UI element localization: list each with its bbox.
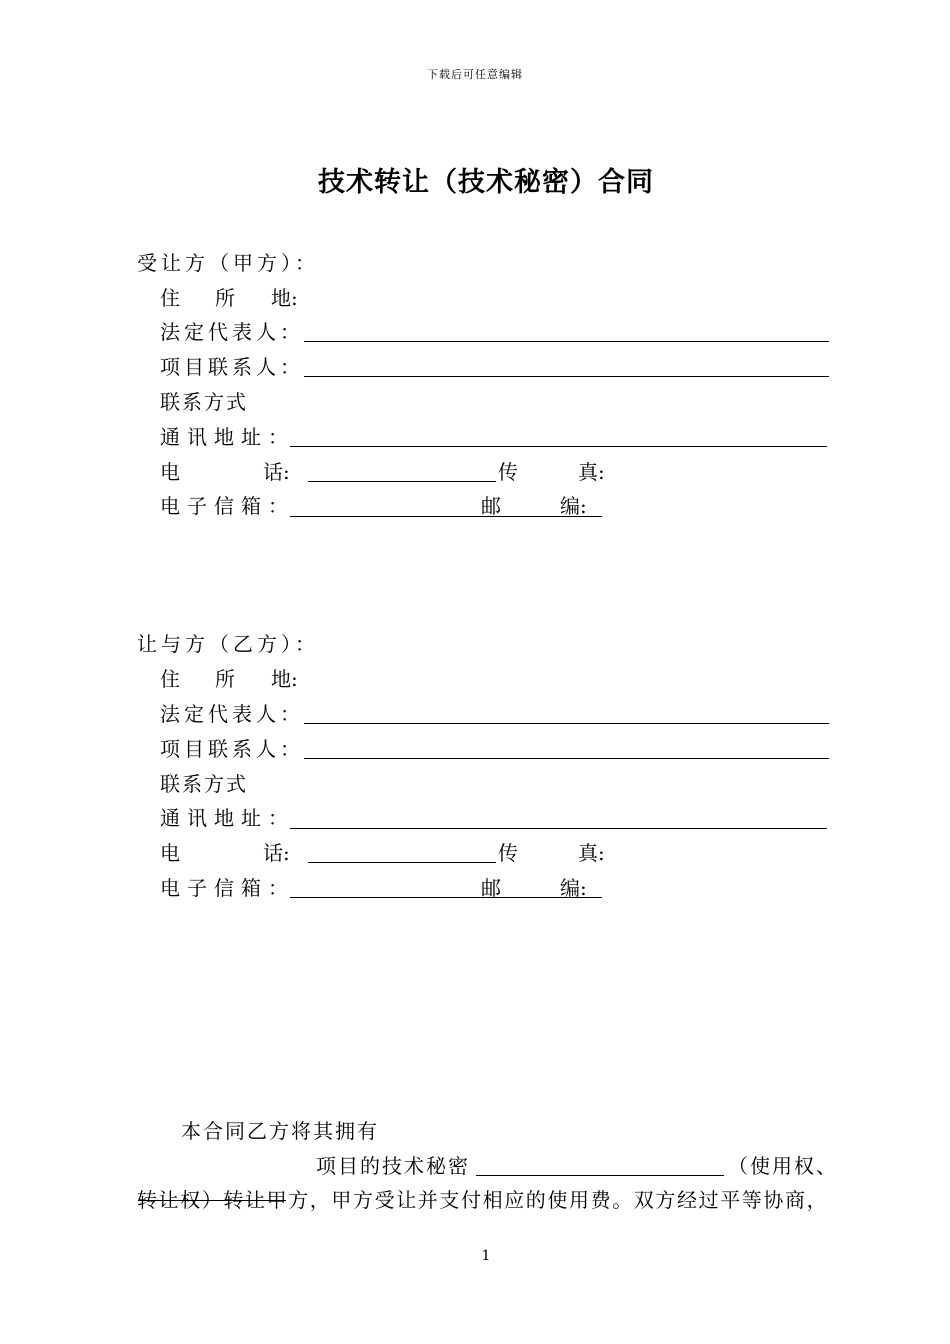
party-a-legal-rep-label: 法定代表人： <box>160 320 304 344</box>
party-a-phone-label-2: 话: <box>263 460 290 484</box>
party-b-heading: 让与方（乙方）： <box>137 632 319 656</box>
party-a-contact-person-label: 项目联系人： <box>160 355 304 379</box>
party-b-email-label: 电子信箱： <box>160 876 295 900</box>
party-b-postcode-label-2: 编: <box>560 876 587 900</box>
strikethrough-mark <box>138 1200 286 1201</box>
party-a-address-label-3: 地: <box>271 286 298 310</box>
party-b-address-label-1: 住 <box>160 667 180 691</box>
party-b-email-field[interactable] <box>290 897 602 898</box>
party-b-legal-rep-label: 法定代表人： <box>160 702 304 726</box>
party-b-postcode-label-1: 邮 <box>481 876 501 900</box>
party-a-mailing-address-label: 通讯地址： <box>160 425 295 449</box>
page-header: 下载后可任意编辑 <box>427 68 523 81</box>
party-b-phone-field[interactable] <box>308 862 496 863</box>
party-a-contact-person-field[interactable] <box>304 376 829 377</box>
party-b-address-label-3: 地: <box>271 667 298 691</box>
body-line-2a: 项目的技术秘密 <box>316 1154 470 1178</box>
party-b-contact-method-label: 联系方式 <box>160 772 248 796</box>
body-line-3: 转让权）转让甲方，甲方受让并支付相应的使用费。双方经过平等协商， <box>137 1188 829 1212</box>
party-a-address-label-2: 所 <box>215 286 235 310</box>
party-a-contact-method-label: 联系方式 <box>160 390 248 414</box>
party-a-email-label: 电子信箱： <box>160 494 295 518</box>
party-a-fax-label-2: 真: <box>578 460 605 484</box>
party-a-postcode-label-1: 邮 <box>481 494 501 518</box>
party-a-address-label-1: 住 <box>160 286 180 310</box>
party-a-mailing-address-field[interactable] <box>290 446 827 447</box>
page-number: 1 <box>481 1248 491 1264</box>
party-a-legal-rep-field[interactable] <box>304 341 829 342</box>
document-title: 技术转让（技术秘密）合同 <box>318 167 654 198</box>
party-b-fax-label-1: 传 <box>498 841 518 865</box>
party-a-phone-field[interactable] <box>308 481 496 482</box>
body-line-1: 本合同乙方将其拥有 <box>181 1119 379 1143</box>
party-a-email-field[interactable] <box>290 516 602 517</box>
party-b-legal-rep-field[interactable] <box>304 723 829 724</box>
party-a-heading: 受让方（甲方）： <box>137 251 319 275</box>
party-b-mailing-address-label: 通讯地址： <box>160 806 295 830</box>
party-b-phone-label-1: 电 <box>160 841 180 865</box>
party-b-mailing-address-field[interactable] <box>290 828 827 829</box>
party-b-phone-label-2: 话: <box>263 841 290 865</box>
party-b-contact-person-field[interactable] <box>304 758 829 759</box>
party-a-postcode-label-2: 编: <box>560 494 587 518</box>
party-b-address-label-2: 所 <box>215 667 235 691</box>
party-b-contact-person-label: 项目联系人： <box>160 737 304 761</box>
project-name-field[interactable] <box>476 1175 724 1176</box>
party-b-fax-label-2: 真: <box>578 841 605 865</box>
body-line-2b: （使用权、 <box>728 1154 838 1178</box>
party-a-fax-label-1: 传 <box>498 460 518 484</box>
party-a-phone-label-1: 电 <box>160 460 180 484</box>
